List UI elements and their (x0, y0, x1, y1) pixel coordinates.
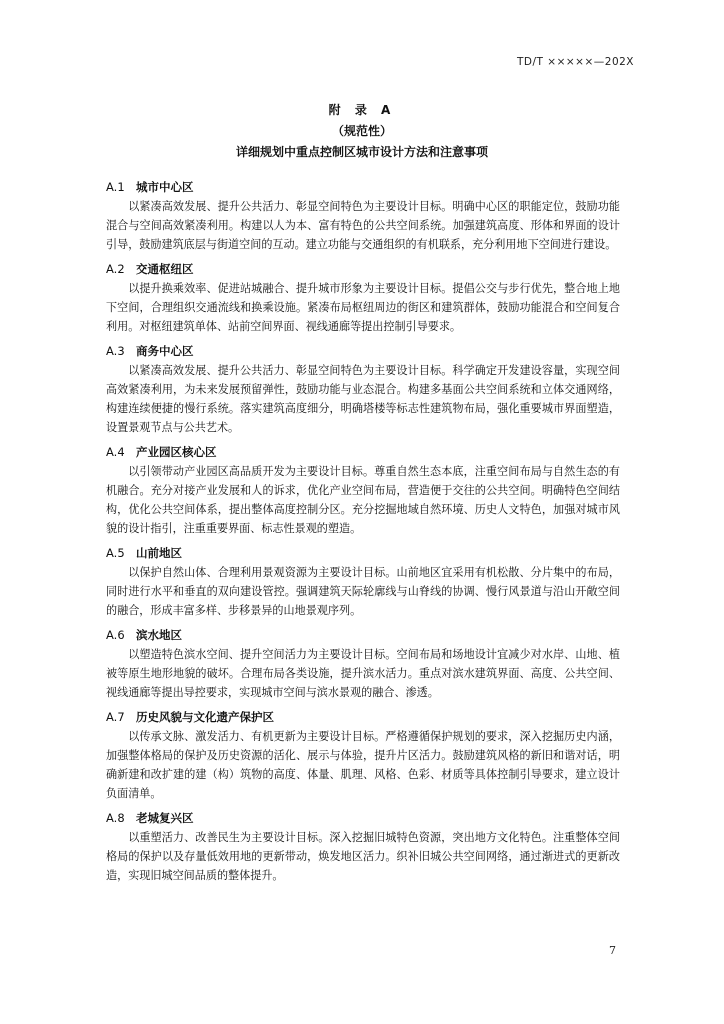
document-code: TD/T ×××××—202X (516, 56, 634, 68)
section-title: 城市中心区 (136, 180, 194, 194)
section-title: 商务中心区 (136, 344, 194, 358)
section-text: 以传承文脉、激发活力、有机更新为主要设计目标。严格遵循保护规划的要求，深入挖掘历史内涵，加强整体格局的保护及历史资源的活化、展示与体验，提升片区活力。鼓励建筑风格的新旧和谐对话，明确新建和改扩建的建（构）筑物的高度、体量、肌理、风格、色彩、材质等具体控制引导要求，建立设计负面清单。 (106, 730, 620, 800)
annex-type: （规范性） (331, 124, 392, 138)
section-title: 老城复兴区 (136, 811, 194, 825)
section-a2 (106, 260, 620, 336)
section-text: 以重塑活力、改善民生为主要设计目标。深入挖掘旧城特色资源，突出地方文化特色。注重整体空间格局的保护以及存量低效用地的更新带动，焕发地区活力。织补旧城公共空间网络，通过渐进式的更新改造，实现旧城空间品质的整体提升。 (106, 831, 620, 882)
section-heading (106, 544, 620, 563)
annex-title-block (0, 100, 724, 163)
section-title: 交通枢纽区 (136, 262, 194, 276)
annex-main-title: 详细规划中重点控制区城市设计方法和注意事项 (235, 145, 488, 159)
section-text: 以引领带动产业园区高品质开发为主要设计目标。尊重自然生态本底，注重空间布局与自然生态的有机融合。充分对接产业发展和人的诉求，优化产业空间布局，营造便于交往的公共空间。明确特色空间结构，优化公共空间体系，提出整体高度控制分区。充分挖掘地域自然环境、历史人文特色，加强对城市风貌的设计指引，注重重要界面、标志性景观的塑造。 (106, 465, 620, 535)
section-heading (106, 708, 620, 727)
section-number: A.3 (106, 344, 125, 358)
section-number: A.5 (106, 546, 125, 560)
section-a8 (106, 809, 620, 885)
section-title: 山前地区 (136, 546, 182, 560)
section-title: 产业园区核心区 (136, 445, 217, 459)
section-a4 (106, 443, 620, 538)
section-a6 (106, 626, 620, 702)
section-text: 以紧凑高效发展、提升公共活力、彰显空间特色为主要设计目标。明确中心区的职能定位，鼓励功能混合与空间高效紧凑利用。构建以人为本、富有特色的公共空间系统。加强建筑高度、形体和界面的设计引导，鼓励建筑底层与街道空间的互动。建立功能与交通组织的有机联系，充分利用地下空间进行建设。 (106, 200, 620, 251)
section-number: A.7 (106, 710, 125, 724)
section-number: A.8 (106, 811, 125, 825)
section-text: 以塑造特色滨水空间、提升空间活力为主要设计目标。空间布局和场地设计宜减少对水岸、山地、植被等原生地形地貌的破坏。合理布局各类设施，提升滨水活力。重点对滨水建筑界面、高度、公共空间、视线通廊等提出导控要求，实现城市空间与滨水景观的融合、渗透。 (106, 648, 620, 699)
section-a3 (106, 342, 620, 437)
section-number: A.4 (106, 445, 125, 459)
section-number: A.1 (106, 180, 125, 194)
section-heading (106, 342, 620, 361)
section-number: A.2 (106, 262, 125, 276)
section-heading (106, 809, 620, 828)
section-a5 (106, 544, 620, 620)
section-a1 (106, 178, 620, 254)
page-number: 7 (609, 944, 616, 957)
section-a7 (106, 708, 620, 803)
section-title: 滨水地区 (136, 628, 182, 642)
section-text: 以紧凑高效发展、提升公共活力、彰显空间特色为主要设计目标。科学确定开发建设容量，实现空间高效紧凑利用，为未来发展预留弹性，鼓励功能与业态混合。构建多基面公共空间系统和立体交通网络，构建连续便捷的慢行系统。落实建筑高度细分，明确塔楼等标志性建筑物布局，强化重要城市界面塑造，设置景观节点与公共艺术。 (106, 364, 620, 434)
section-heading (106, 178, 620, 197)
section-number: A.6 (106, 628, 125, 642)
section-heading (106, 443, 620, 462)
annex-label: 附 录 A (328, 103, 396, 117)
section-text: 以提升换乘效率、促进站城融合、提升城市形象为主要设计目标。提倡公交与步行优先，整合地上地下空间，合理组织交通流线和换乘设施。紧凑布局枢纽周边的街区和建筑群体，鼓励功能混合和空间复合利用。对枢纽建筑单体、站前空间界面、视线通廊等提出控制引导要求。 (106, 282, 620, 333)
section-heading (106, 260, 620, 279)
section-title: 历史风貌与文化遗产保护区 (136, 710, 274, 724)
section-text: 以保护自然山体、合理利用景观资源为主要设计目标。山前地区宜采用有机松散、分片集中的布局，同时进行水平和垂直的双向建设管控。强调建筑天际轮廓线与山脊线的协调、慢行风景道与沿山开敞空间的融合，形成丰富多样、步移景异的山地景观序列。 (106, 566, 620, 617)
section-heading (106, 626, 620, 645)
annex-content (106, 178, 620, 891)
